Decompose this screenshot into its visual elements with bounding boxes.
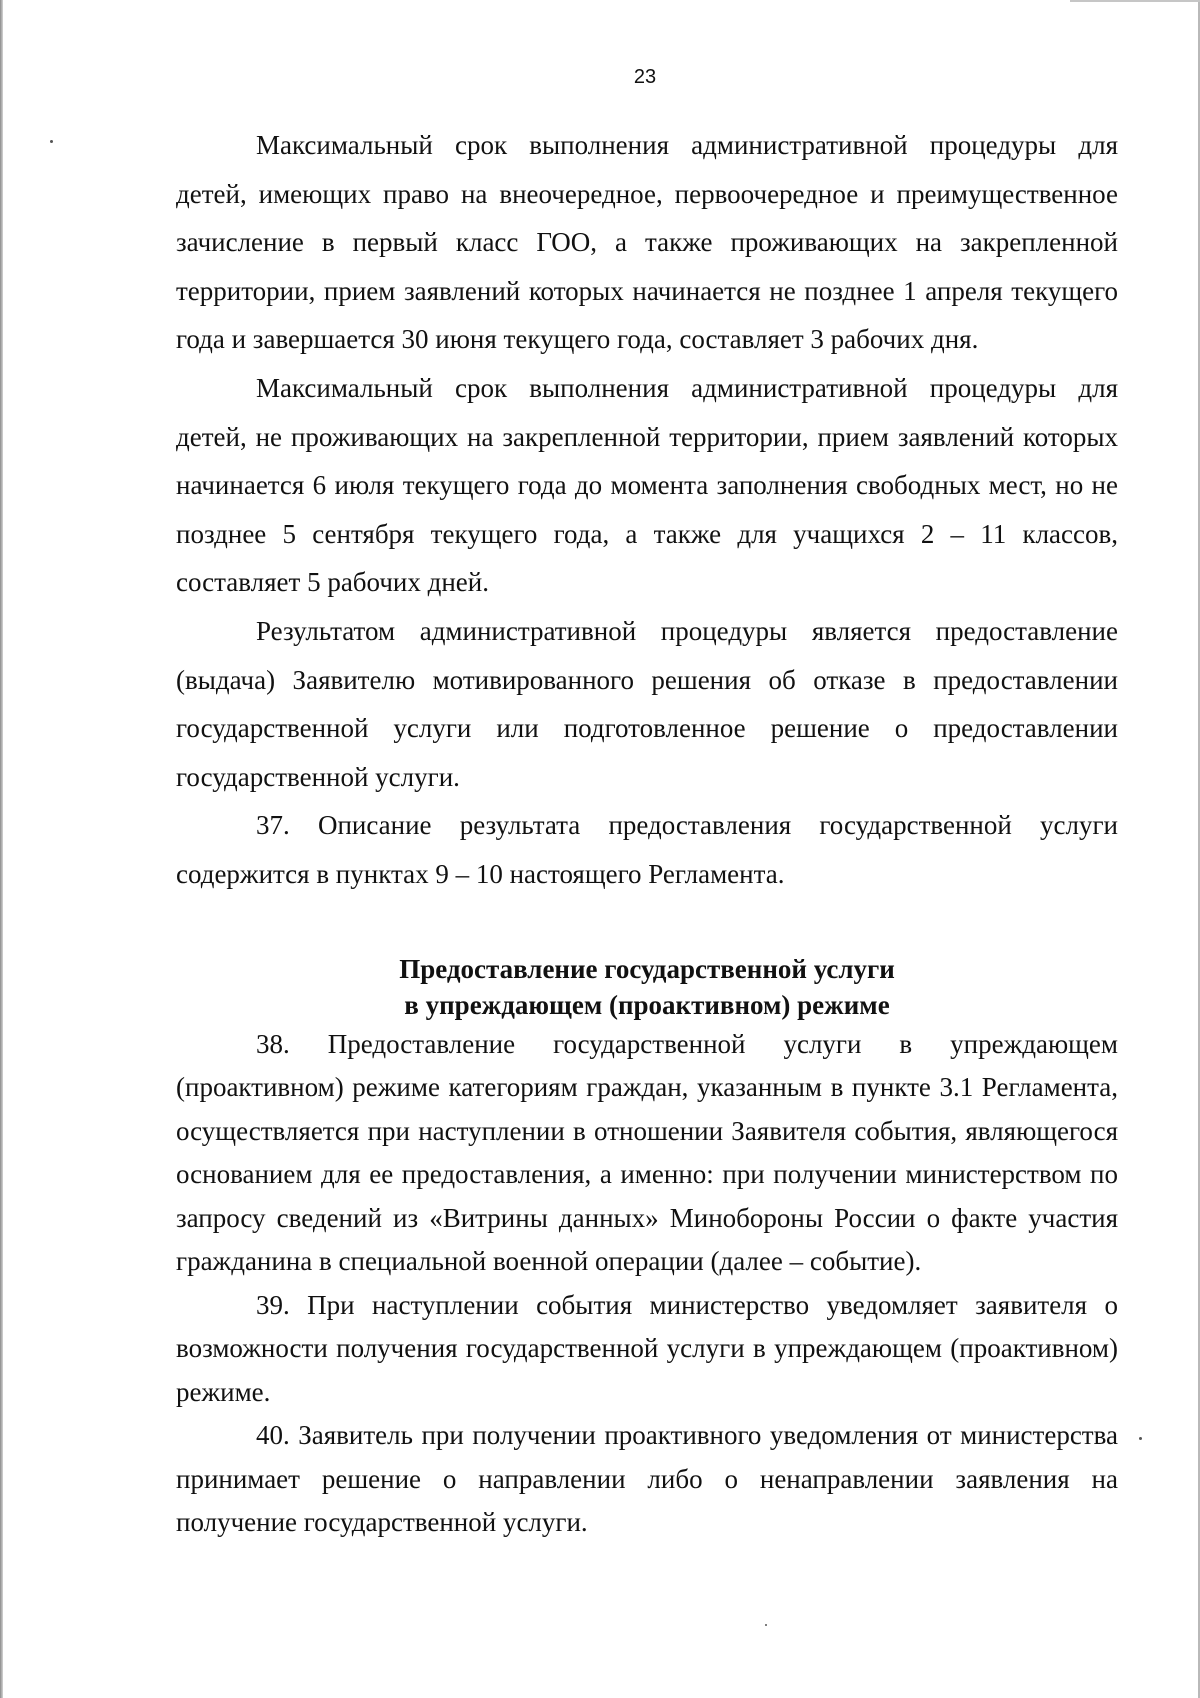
paragraph-procedure-result: Результатом административной процедуры является предоставление (выдача) Заявителю мотивированного решения об отказе в предоставлении государственной услуги или подготовленное решение о предоставлении государственной услуги. — [176, 615, 1118, 792]
document-body — [176, 121, 1118, 1545]
section-heading-line-1: Предоставление государственной услуги — [399, 953, 895, 984]
paragraph-item-38: 38. Предоставление государственной услуги в упреждающем (проактивном) режиме категориям граждан, указанным в пункте 3.1 Регламента, осуществляется при наступлении в отношении Заявителя события, являющегося основанием для ее предоставления, а именно: при получении министерством по запросу сведений из «Витрины данных» Минобороны России о факте участия гражданина в специальной военной операции (далее – событие). — [176, 1028, 1118, 1276]
scan-speck — [1139, 1437, 1142, 1440]
paragraph-item-40: 40. Заявитель при получении проактивного уведомления от министерства принимает решение о направлении либо о ненаправлении заявления на получение государственной услуги. — [176, 1420, 1118, 1537]
scan-edge-left — [0, 0, 3, 1698]
scan-speck — [765, 1624, 767, 1626]
page-number: 23 — [633, 66, 657, 88]
paragraph-max-term-5-days: Максимальный срок выполнения административной процедуры для детей, не проживающих на закрепленной территории, прием заявлений которых начинается 6 июля текущего года до момента заполнения свободных мест, но не позднее 5 сентября текущего года, а также для учащихся 2 – 11 классов, составляет 5 рабочих дней. — [176, 372, 1118, 598]
paragraph-item-37: 37. Описание результата предоставления государственной услуги содержится в пунктах 9 – 10 настоящего Регламента. — [176, 810, 1118, 889]
section-heading — [176, 951, 1118, 1023]
paragraph-item-39: 39. При наступлении события министерство уведомляет заявителя о возможности получения государственной услуги в упреждающем (проактивном) режиме. — [176, 1289, 1118, 1407]
scan-edge-top — [1070, 0, 1200, 2]
paragraph-max-term-3-days: Максимальный срок выполнения административной процедуры для детей, имеющих право на внеочередное, первоочередное и преимущественное зачисление в первый класс ГОО, а также проживающих на закрепленной территории, прием заявлений которых начинается не позднее 1 апреля текущего года и завершается 30 июня текущего года, составляет 3 рабочих дня. — [176, 130, 1118, 355]
scan-speck — [50, 140, 53, 143]
section-heading-line-2: в упреждающем (проактивном) режиме — [404, 989, 890, 1020]
